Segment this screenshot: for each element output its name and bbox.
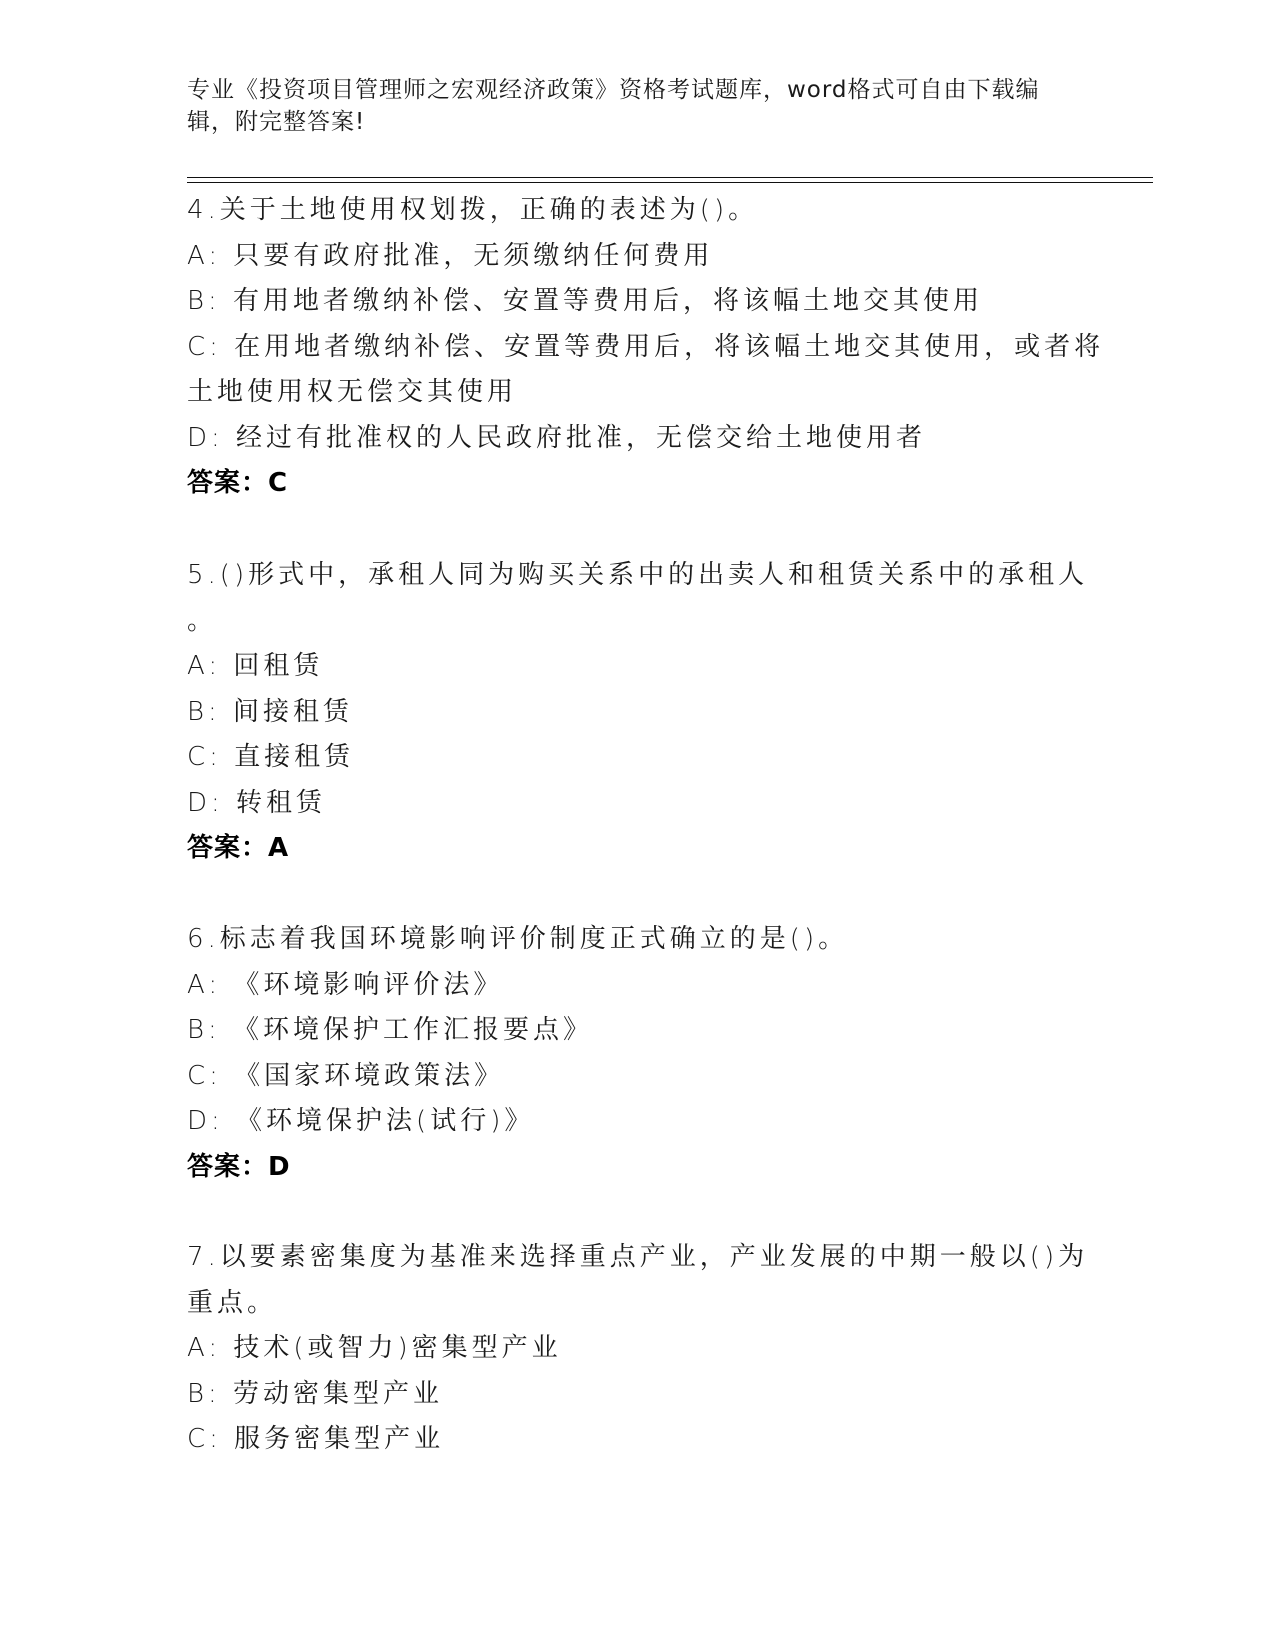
option-b: B: 间接租赁 [187, 696, 354, 727]
option-c: C: 直接租赁 [187, 742, 355, 772]
option-a: A: 技术(或智力)密集型产业 [187, 1333, 562, 1363]
header-line-1: 专业《投资项目管理师之宏观经济政策》资格考试题库，word格式可自由下载编 [187, 77, 1040, 103]
option-a: A: 《环境影响评价法》 [187, 969, 504, 1000]
option-c: C: 《国家环境政策法》 [187, 1060, 505, 1091]
question-stem: 6.标志着我国环境影响评价制度正式确立的是()。 [187, 924, 849, 954]
option-c: C: 服务密集型产业 [187, 1424, 445, 1454]
answer: 答案：D [187, 1151, 291, 1182]
question-4 [187, 188, 1105, 507]
option-d: D: 转租赁 [187, 787, 327, 818]
question-stem-continued: 。 [187, 605, 218, 636]
header-line-2: 辑，附完整答案! [187, 109, 366, 135]
option-c-continued: 土地使用权无偿交其使用 [187, 377, 518, 407]
option-b: B: 《环境保护工作汇报要点》 [187, 1015, 594, 1045]
option-d: D: 经过有批准权的人民政府批准，无偿交给土地使用者 [187, 422, 927, 453]
header-divider-top [187, 177, 1153, 178]
header-divider-bottom [187, 182, 1153, 183]
option-a: A: 回租赁 [187, 651, 324, 681]
question-stem-continued: 重点。 [187, 1287, 278, 1318]
option-a: A: 只要有政府批准，无须缴纳任何费用 [187, 240, 714, 271]
question-stem: 7.以要素密集度为基准来选择重点产业，产业发展的中期一般以()为 [187, 1242, 1089, 1272]
question-6 [187, 917, 1087, 1190]
question-stem: 4.关于土地使用权划拨，正确的表述为()。 [187, 195, 759, 225]
option-c: C: 在用地者缴纳补偿、安置等费用后，将该幅土地交其使用，或者将 [187, 331, 1105, 362]
question-stem: 5.()形式中，承租人同为购买关系中的出卖人和租赁关系中的承租人 [187, 560, 1089, 590]
option-d: D: 《环境保护法(试行)》 [187, 1106, 535, 1136]
document-header [187, 74, 1067, 138]
option-b: B: 有用地者缴纳补偿、安置等费用后，将该幅土地交其使用 [187, 286, 984, 316]
answer: 答案：C [187, 468, 289, 498]
answer: 答案：A [187, 833, 290, 863]
question-7 [187, 1235, 1087, 1463]
option-b: B: 劳动密集型产业 [187, 1378, 444, 1409]
question-5 [187, 553, 1087, 872]
